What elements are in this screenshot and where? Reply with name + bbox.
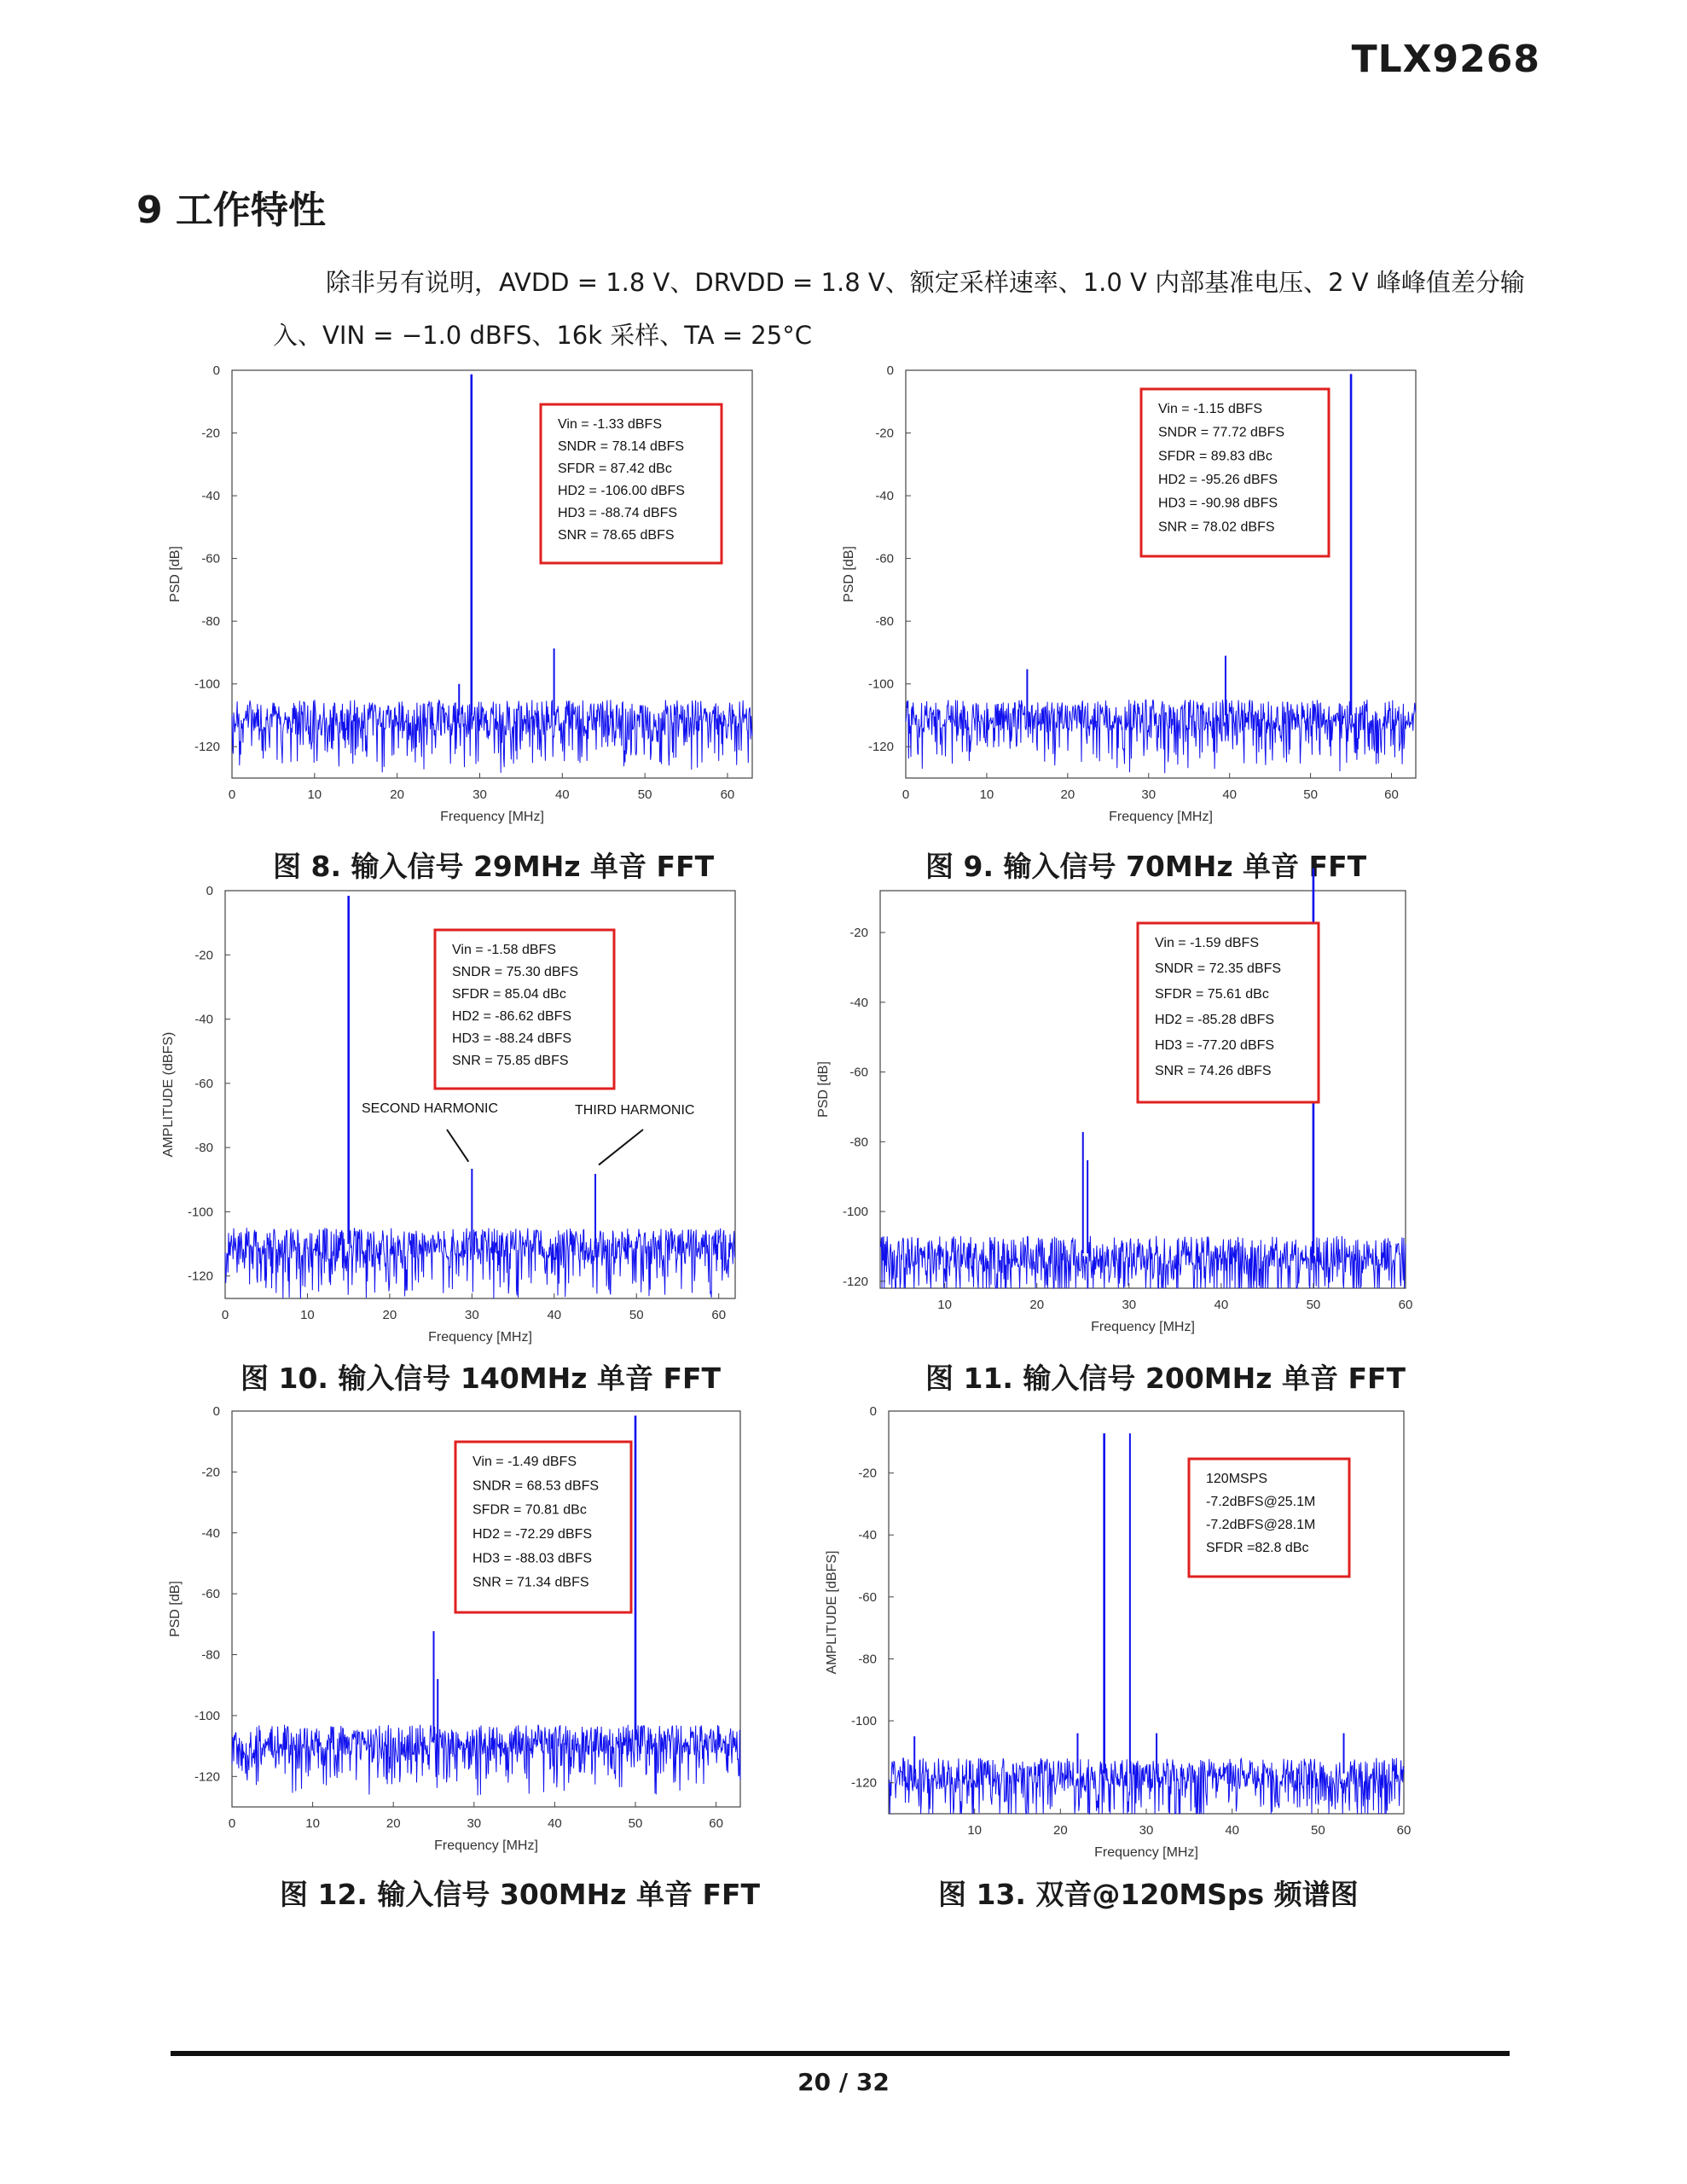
y-tick-label: -120 [194, 1769, 220, 1785]
y-tick-label: 0 [869, 1404, 877, 1419]
x-tick-label: 0 [221, 1308, 229, 1322]
third-harmonic-label: THIRD HARMONIC [575, 1103, 695, 1118]
x-tick-label: 50 [637, 787, 652, 802]
document-id: TLX9268 [1351, 38, 1540, 81]
y-tick-label: 0 [206, 884, 213, 898]
x-tick-label: 60 [709, 1816, 723, 1831]
stats-line: SNR = 74.26 dBFS [1155, 1064, 1272, 1078]
y-tick-label: -100 [867, 677, 894, 692]
stats-line: SNR = 71.34 dBFS [472, 1575, 589, 1590]
y-tick-label: -20 [849, 926, 868, 941]
stats-line: SFDR = 70.81 dBc [472, 1502, 587, 1518]
fft-chart [154, 358, 768, 836]
x-axis-label: Frequency [MHz] [1094, 1845, 1198, 1860]
x-tick-label: 20 [1029, 1298, 1045, 1312]
x-tick-label: 40 [548, 1816, 562, 1831]
section-title: 9 工作特性 [136, 189, 326, 232]
x-tick-label: 30 [1122, 1298, 1137, 1312]
stats-line: SFDR = 75.61 dBc [1155, 987, 1269, 1002]
y-tick-label: -60 [858, 1589, 877, 1605]
y-tick-label: -20 [201, 426, 220, 441]
figure-13 [819, 1399, 1433, 1877]
x-tick-label: 30 [1141, 787, 1157, 802]
x-tick-label: 40 [554, 787, 570, 802]
figure-11 [816, 879, 1433, 1356]
y-tick-label: -40 [875, 489, 894, 504]
y-tick-label: -60 [849, 1065, 868, 1080]
y-tick-label: 0 [886, 363, 894, 378]
x-tick-label: 50 [1303, 787, 1318, 802]
x-tick-label: 50 [1310, 1823, 1325, 1838]
stats-line: SFDR = 85.04 dBc [452, 987, 566, 1002]
y-tick-label: -80 [201, 614, 220, 630]
figure-12 [154, 1399, 768, 1877]
x-tick-label: 40 [1214, 1298, 1229, 1312]
x-tick-label: 20 [1052, 1823, 1068, 1838]
x-tick-label: 20 [1060, 787, 1075, 802]
page-number: 20 / 32 [797, 2068, 890, 2096]
y-tick-label: -100 [187, 1205, 213, 1220]
stats-line: HD2 = -95.26 dBFS [1158, 473, 1278, 487]
fft-chart [819, 1399, 1433, 1877]
figure-8-caption: 图 8. 输入信号 29MHz 单音 FFT [273, 850, 715, 883]
x-tick-label: 60 [711, 1308, 727, 1322]
x-axis-label: Frequency [MHz] [440, 810, 544, 824]
y-tick-label: -120 [850, 1775, 877, 1791]
stats-line: Vin = -1.58 dBFS [452, 943, 556, 957]
stats-line: Vin = -1.33 dBFS [558, 417, 662, 432]
x-tick-label: 60 [1384, 787, 1399, 802]
intro-line-2: 入、VIN = −1.0 dBFS、16k 采样、TA = 25°C [273, 321, 812, 350]
stats-line: HD3 = -90.98 dBFS [1158, 496, 1278, 511]
stats-line: SNDR = 72.35 dBFS [1155, 961, 1282, 976]
y-tick-label: -60 [201, 1587, 220, 1602]
x-tick-label: 50 [1306, 1298, 1321, 1312]
y-tick-label: -120 [187, 1269, 213, 1284]
y-tick-label: -120 [842, 1274, 868, 1289]
stats-line: SNDR = 75.30 dBFS [452, 965, 579, 979]
stats-line: SFDR = 89.83 dBc [1158, 449, 1272, 464]
stats-line: HD2 = -106.00 dBFS [558, 484, 685, 498]
stats-line: Vin = -1.59 dBFS [1155, 936, 1259, 950]
stats-line: SNR = 78.02 dBFS [1158, 520, 1275, 535]
y-tick-label: -100 [194, 677, 220, 692]
x-tick-label: 10 [937, 1298, 952, 1312]
stats-line: SNDR = 68.53 dBFS [472, 1478, 600, 1494]
figure-8 [154, 358, 768, 836]
fft-chart [154, 879, 768, 1356]
y-tick-label: -20 [194, 948, 213, 963]
x-tick-label: 10 [305, 1816, 320, 1831]
y-axis-label: PSD [dB] [842, 546, 856, 602]
figure-10-caption: 图 10. 输入信号 140MHz 单音 FFT [241, 1362, 722, 1395]
figure-9 [827, 358, 1441, 836]
y-tick-label: -120 [194, 740, 220, 755]
fft-chart [827, 358, 1441, 836]
stats-line: SNDR = 78.14 dBFS [558, 439, 685, 454]
y-tick-label: -60 [194, 1076, 213, 1091]
x-tick-label: 60 [1398, 1298, 1413, 1312]
y-tick-label: -40 [849, 995, 868, 1010]
x-tick-label: 30 [465, 1308, 479, 1322]
x-tick-label: 50 [629, 1308, 644, 1322]
stats-line: HD2 = -86.62 dBFS [452, 1009, 572, 1024]
y-tick-label: -80 [875, 614, 894, 630]
stats-line: SNDR = 77.72 dBFS [1158, 425, 1285, 440]
y-tick-label: -100 [850, 1714, 877, 1729]
y-tick-label: 0 [212, 363, 220, 378]
x-tick-label: 10 [307, 787, 322, 802]
x-tick-label: 20 [390, 787, 404, 802]
intro-line-1: 除非另有说明，AVDD = 1.8 V、DRVDD = 1.8 V、额定采样速率、1.0 V 内部基准电压、2 V 峰峰值差分输 [326, 268, 1525, 297]
stats-line: Vin = -1.49 dBFS [472, 1455, 577, 1469]
x-tick-label: 40 [1225, 1823, 1240, 1838]
stats-line: HD2 = -85.28 dBFS [1155, 1013, 1275, 1027]
stats-line: SNR = 75.85 dBFS [452, 1054, 569, 1068]
stats-line: 120MSPS [1206, 1472, 1268, 1486]
x-tick-label: 10 [979, 787, 994, 802]
y-tick-label: -20 [858, 1466, 877, 1481]
x-axis-label: Frequency [MHz] [428, 1330, 532, 1345]
x-axis-label: Frequency [MHz] [1091, 1320, 1195, 1334]
figure-10 [154, 879, 768, 1356]
stats-line: Vin = -1.15 dBFS [1158, 402, 1262, 416]
x-tick-label: 20 [386, 1816, 401, 1831]
x-tick-label: 0 [228, 787, 236, 802]
x-tick-label: 20 [382, 1308, 397, 1322]
y-tick-label: -40 [858, 1528, 877, 1543]
footer-rule [171, 2051, 1510, 2056]
y-tick-label: -20 [875, 426, 894, 441]
stats-line: SFDR = 87.42 dBc [558, 462, 672, 476]
figure-13-caption: 图 13. 双音@120MSps 频谱图 [938, 1878, 1359, 1911]
figure-12-caption: 图 12. 输入信号 300MHz 单音 FFT [280, 1878, 761, 1911]
x-tick-label: 10 [967, 1823, 983, 1838]
x-tick-label: 50 [628, 1816, 643, 1831]
figure-9-caption: 图 9. 输入信号 70MHz 单音 FFT [925, 850, 1367, 883]
y-tick-label: -40 [201, 489, 220, 504]
y-axis-label: PSD [dB] [168, 546, 183, 602]
x-tick-label: 60 [720, 787, 735, 802]
y-tick-label: -80 [194, 1141, 213, 1156]
x-tick-label: 0 [228, 1816, 236, 1831]
x-tick-label: 30 [467, 1816, 482, 1831]
stats-line: SNR = 78.65 dBFS [558, 528, 675, 543]
stats-line: HD3 = -77.20 dBFS [1155, 1038, 1275, 1053]
y-tick-label: -100 [194, 1708, 220, 1723]
x-tick-label: 60 [1396, 1823, 1412, 1838]
stats-line: -7.2dBFS@28.1M [1206, 1518, 1316, 1532]
stats-line: HD3 = -88.24 dBFS [452, 1031, 572, 1046]
y-tick-label: -80 [858, 1652, 877, 1667]
figure-11-caption: 图 11. 输入信号 200MHz 单音 FFT [925, 1362, 1406, 1395]
stats-line: HD3 = -88.74 dBFS [558, 506, 678, 520]
y-axis-label: AMPLITUDE (dBFS) [161, 1031, 176, 1158]
y-tick-label: -80 [849, 1135, 868, 1150]
y-tick-label: -40 [201, 1525, 220, 1541]
stats-line: SFDR =82.8 dBc [1206, 1541, 1309, 1555]
x-axis-label: Frequency [MHz] [1109, 810, 1213, 824]
y-axis-label: PSD [dB] [168, 1581, 183, 1637]
stats-line: HD2 = -72.29 dBFS [472, 1527, 593, 1542]
stats-line: HD3 = -88.03 dBFS [472, 1551, 593, 1566]
y-tick-label: 0 [212, 1404, 220, 1419]
x-axis-label: Frequency [MHz] [434, 1838, 538, 1853]
y-tick-label: -20 [201, 1465, 220, 1480]
second-harmonic-label: SECOND HARMONIC [362, 1101, 499, 1116]
x-tick-label: 40 [547, 1308, 562, 1322]
x-tick-label: 30 [472, 787, 487, 802]
y-tick-label: -120 [867, 740, 894, 755]
x-tick-label: 10 [300, 1308, 315, 1322]
x-tick-label: 0 [901, 787, 910, 802]
y-tick-label: -60 [201, 551, 220, 566]
y-tick-label: -100 [842, 1205, 868, 1220]
stats-line: -7.2dBFS@25.1M [1206, 1495, 1316, 1509]
fft-chart [816, 879, 1433, 1356]
y-axis-label: PSD [dB] [816, 1061, 831, 1118]
x-tick-label: 40 [1222, 787, 1238, 802]
y-tick-label: -40 [194, 1012, 213, 1027]
x-tick-label: 30 [1139, 1823, 1154, 1838]
y-tick-label: -60 [875, 551, 894, 566]
y-axis-label: AMPLITUDE [dBFS] [825, 1550, 839, 1675]
fft-chart [154, 1399, 768, 1877]
y-tick-label: -80 [201, 1647, 220, 1663]
